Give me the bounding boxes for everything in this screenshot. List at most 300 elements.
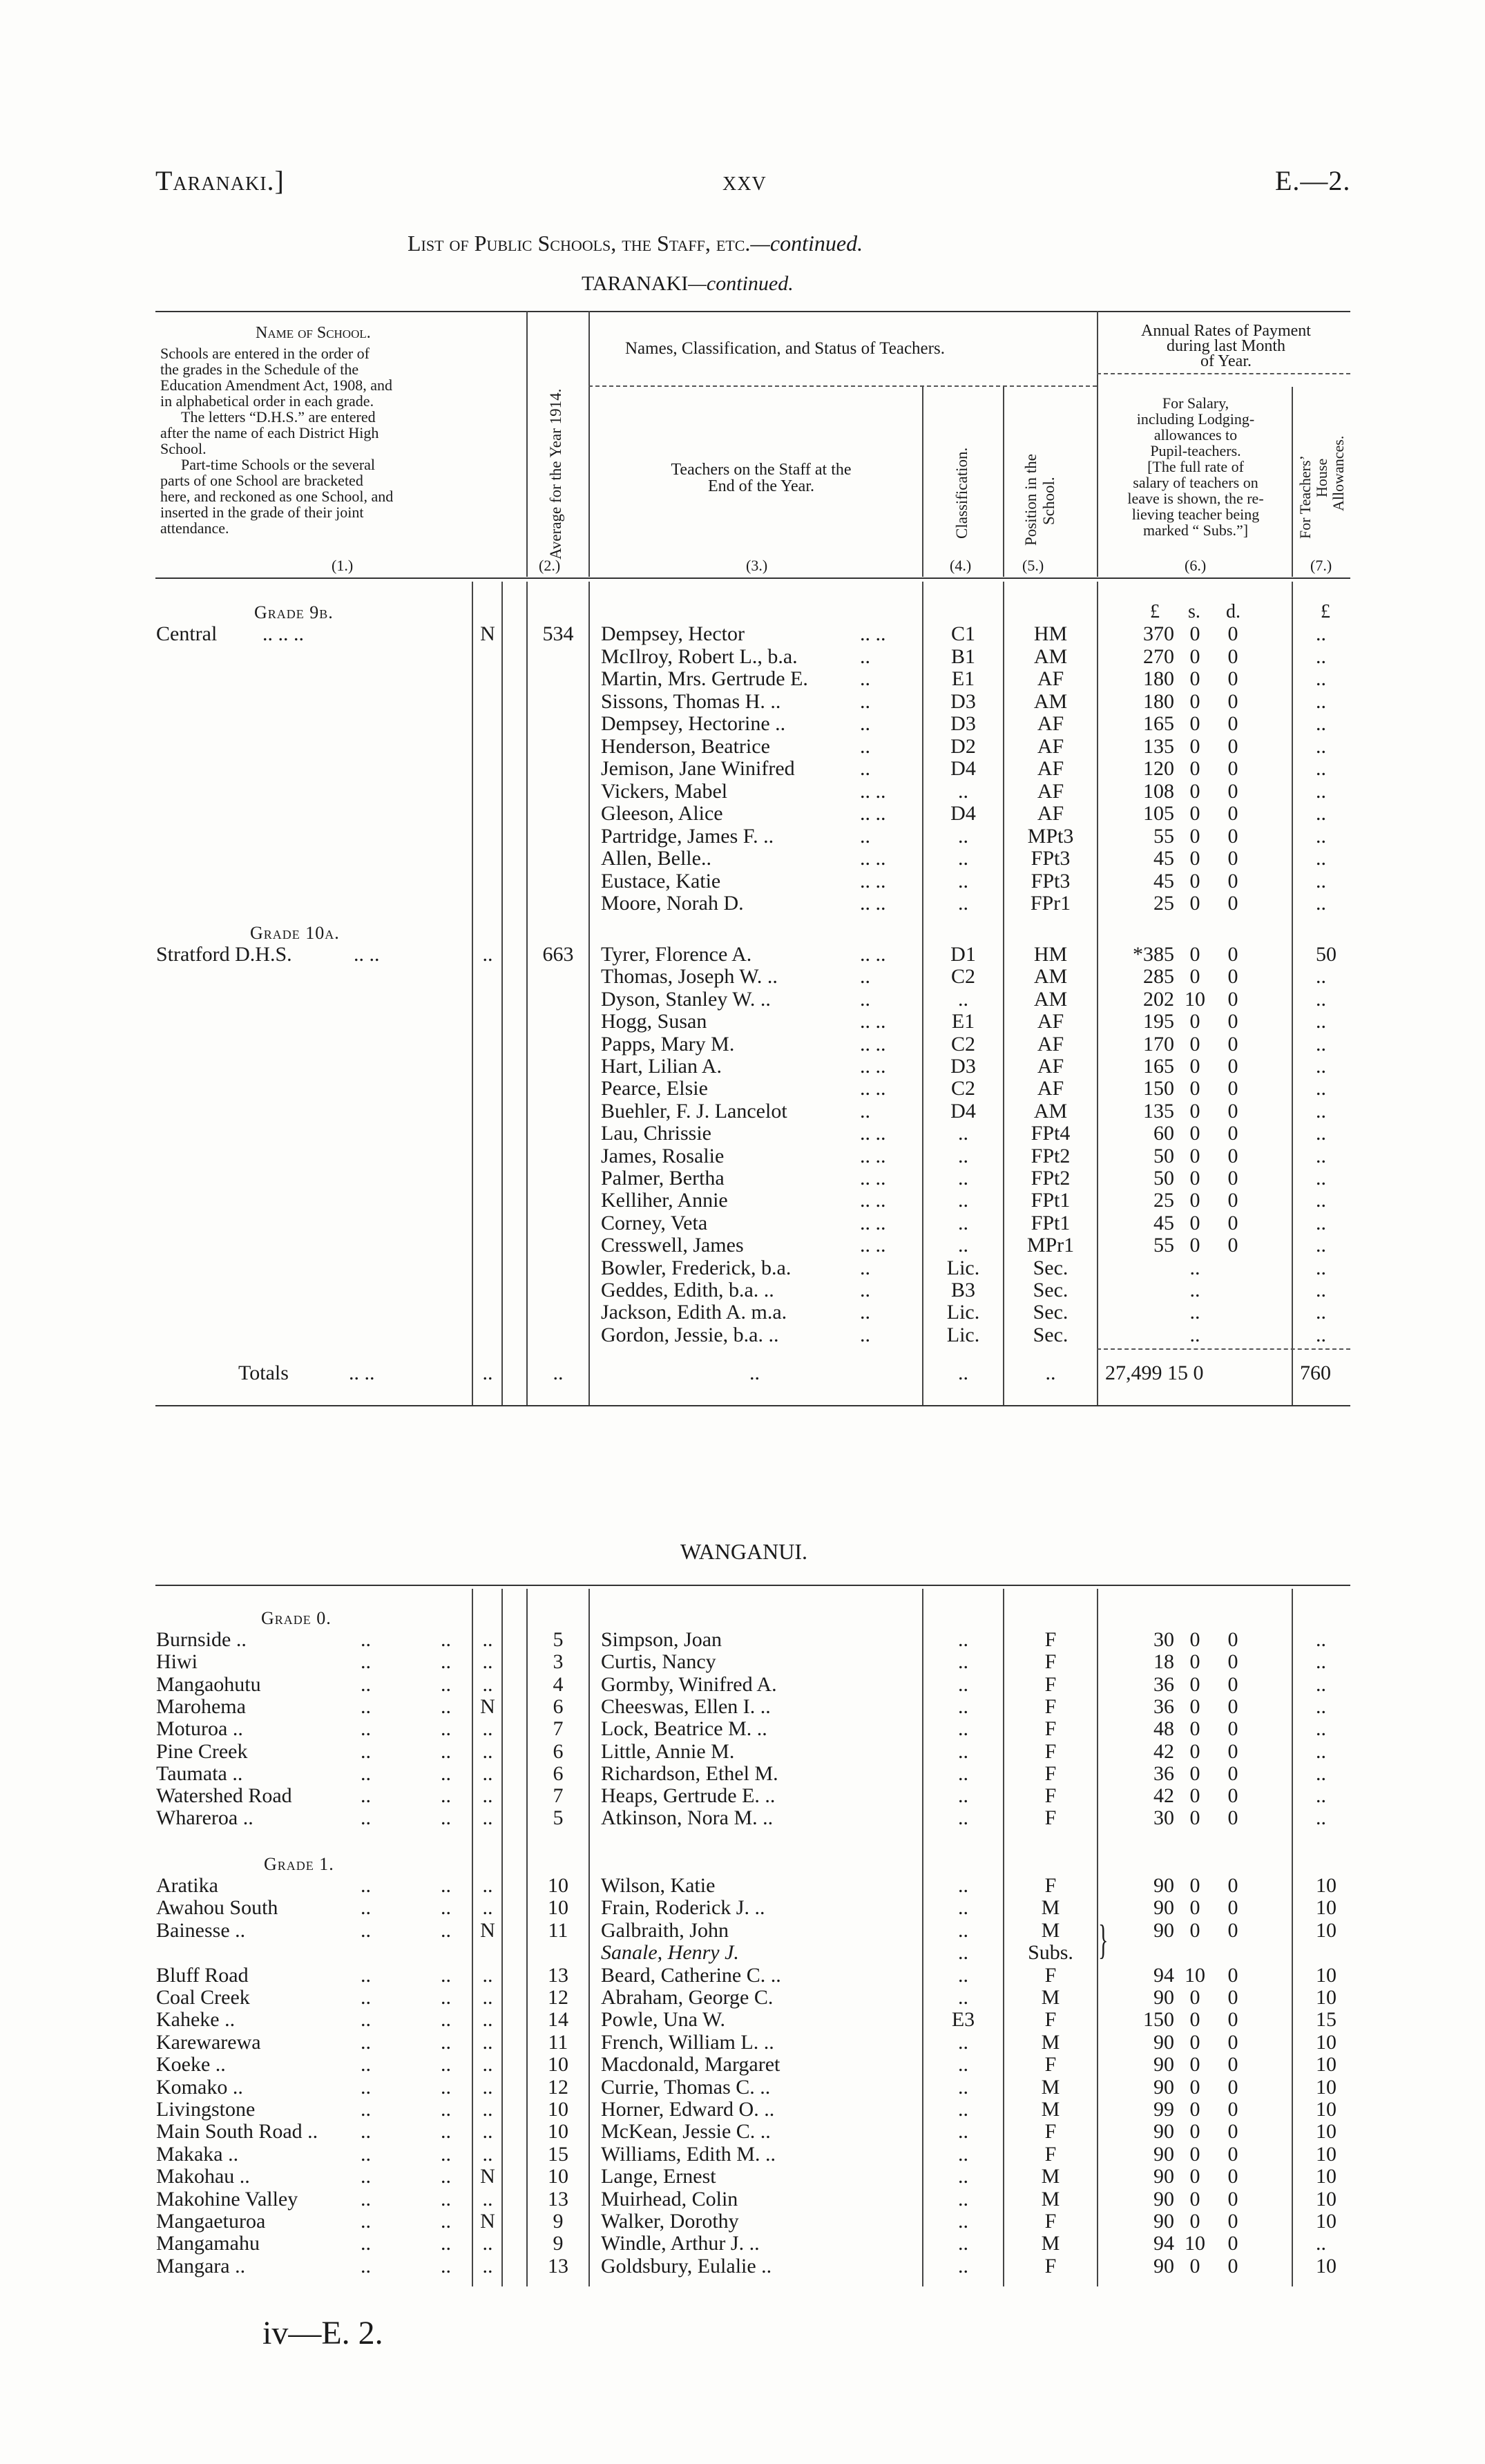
salary-pounds: 36 <box>1153 1672 1174 1696</box>
col1-desc-line: attendance. <box>160 519 229 537</box>
leader-dots: .. <box>361 1717 371 1741</box>
position: FPt3 <box>1031 869 1071 892</box>
col1-desc-line: here, and reckoned as one School, and <box>160 488 394 505</box>
salary-pounds: *385 <box>1133 943 1174 966</box>
leader-dots: .. <box>361 2210 371 2233</box>
school-row <box>0 1629 1485 1651</box>
staff-row <box>0 1190 1485 1212</box>
teacher-name: Geddes, Edith, b.a. .. <box>601 1279 774 1301</box>
school-mark: .. <box>482 2142 493 2166</box>
col-divider-4 <box>922 387 923 577</box>
grade-heading: Grade 9b. <box>254 602 334 622</box>
staff-row <box>0 1301 1485 1324</box>
salary-pounds: 90 <box>1153 1918 1174 1942</box>
salary-shillings: 0 <box>1189 1896 1200 1920</box>
leader-dots: .. .. <box>860 1010 886 1033</box>
average-attendance: 11 <box>548 2030 568 2054</box>
teacher-name: Goldsbury, Eulalie .. <box>601 2254 772 2277</box>
salary-pence: 0 <box>1227 2232 1238 2255</box>
salary-pounds: 45 <box>1153 847 1174 870</box>
wanganui-top-rule <box>155 1585 1350 1586</box>
salary-pence: 0 <box>1227 1234 1238 1257</box>
staff-row <box>0 668 1485 690</box>
col-number-4: (4.) <box>950 557 972 574</box>
classification: .. <box>958 1784 968 1808</box>
school-name: Mangaeturoa <box>156 2210 266 2233</box>
page-title-suffix: —continued. <box>750 231 863 256</box>
totals-rule <box>1097 1348 1350 1350</box>
leader-dots: .. <box>361 2075 371 2099</box>
salary-shillings: 0 <box>1189 1717 1200 1741</box>
house-allowance: .. <box>1316 1784 1326 1808</box>
house-allowance: 10 <box>1316 1874 1336 1897</box>
salary-pence: 0 <box>1227 2030 1238 2054</box>
salary-pence: 0 <box>1227 1167 1238 1190</box>
teacher-name: James, Rosalie <box>601 1144 725 1167</box>
position: FPt4 <box>1031 1122 1071 1145</box>
leader-dots: .. <box>860 1099 870 1123</box>
school-row <box>0 2009 1485 2031</box>
school-name: Makaka .. <box>156 2142 239 2166</box>
salary-pounds: 30 <box>1153 1628 1174 1651</box>
position: AF <box>1037 757 1064 780</box>
classification: D4 <box>950 757 976 780</box>
classification: .. <box>958 2098 968 2121</box>
leader-dots: .. <box>361 2254 371 2277</box>
school-mark: .. <box>482 2053 493 2076</box>
school-name: Awahou South <box>156 1896 278 1920</box>
salary-pence: 0 <box>1227 1986 1238 2009</box>
salary-pounds: 99 <box>1153 2098 1174 2121</box>
salary-pence: 0 <box>1227 869 1238 892</box>
teacher-name: Williams, Edith M. .. <box>601 2142 776 2166</box>
classification: .. <box>958 2187 968 2210</box>
average-attendance: 3 <box>553 1650 564 1674</box>
school-row <box>0 2099 1485 2121</box>
house-allowance: 10 <box>1316 2075 1336 2099</box>
school-mark: .. <box>482 1739 493 1763</box>
house-allowance: .. <box>1316 1279 1326 1301</box>
col6-heading-line: lieving teacher being <box>1131 506 1260 523</box>
salary-pence: 0 <box>1227 1650 1238 1674</box>
salary-shillings: 0 <box>1189 712 1200 735</box>
house-allowance: .. <box>1316 965 1326 989</box>
salary-pence: 0 <box>1227 1717 1238 1741</box>
school-mark: .. <box>482 1963 493 1987</box>
col-number-2: (2.) <box>539 557 561 574</box>
school-row <box>0 1807 1485 1829</box>
position: F <box>1044 2254 1057 2277</box>
salary-pounds: 180 <box>1143 667 1174 690</box>
salary-pounds: 48 <box>1153 1717 1174 1741</box>
col-number-3: (3.) <box>746 557 768 574</box>
teacher-name: Beard, Catherine C. .. <box>601 1963 781 1987</box>
teacher-name: Windle, Arthur J. .. <box>601 2232 760 2255</box>
leader-dots: .. .. <box>860 847 886 870</box>
leader-dots: .. <box>441 2232 451 2255</box>
col5-heading <box>1022 454 1058 546</box>
leader-dots: .. <box>860 965 870 989</box>
classification: .. <box>958 1189 968 1212</box>
school-mark: .. <box>482 2098 493 2121</box>
salary-shillings: 10 <box>1185 2232 1205 2255</box>
totals-row <box>0 1362 1485 1384</box>
leader-dots: .. <box>441 2142 451 2166</box>
school-row <box>0 1696 1485 1718</box>
house-allowance: .. <box>1316 1256 1326 1279</box>
salary-shillings: 0 <box>1189 1874 1200 1897</box>
teacher-name: McKean, Jessie C. .. <box>601 2120 771 2143</box>
school-mark: .. <box>482 1628 493 1651</box>
salary-pounds: 120 <box>1143 757 1174 780</box>
salary-shillings: 0 <box>1189 1099 1200 1123</box>
classification: .. <box>958 2030 968 2054</box>
col3-heading-line: Teachers on the Staff at the <box>671 461 852 479</box>
house-allowance: .. <box>1316 892 1326 915</box>
pound-symbol: £ <box>1150 601 1160 622</box>
salary-shillings: 0 <box>1189 943 1200 966</box>
school-row <box>0 1965 1485 1987</box>
classification: .. <box>958 1650 968 1674</box>
salary-pounds: 30 <box>1153 1806 1174 1830</box>
classification: .. <box>958 1941 968 1965</box>
salary-pounds: 195 <box>1143 1010 1174 1033</box>
house-allowance: 10 <box>1316 2187 1336 2210</box>
staff-row <box>0 1145 1485 1167</box>
school-name: Hiwi <box>156 1650 198 1674</box>
col5-heading-line: School. <box>1040 477 1057 525</box>
school-mark: .. <box>482 1986 493 2009</box>
col6-heading-line: marked “ Subs.”] <box>1142 522 1249 539</box>
school-row <box>0 1763 1485 1785</box>
salary-pence: 0 <box>1227 667 1238 690</box>
region-wanganui: WANGANUI. <box>680 1539 807 1564</box>
staff-row <box>0 758 1485 780</box>
region-taranaki: TARANAKI <box>582 272 689 295</box>
salary-pounds: 25 <box>1153 892 1174 915</box>
leader-dots: .. <box>441 1896 451 1920</box>
grade-heading: Grade 10a. <box>250 923 340 943</box>
teacher-name: Macdonald, Margaret <box>601 2053 780 2076</box>
classification: .. <box>958 2254 968 2277</box>
salary-shillings: 0 <box>1189 1122 1200 1145</box>
position: M <box>1041 2030 1060 2054</box>
leader-dots: .. <box>361 1874 371 1897</box>
salary-pounds: 25 <box>1153 1189 1174 1212</box>
col6-heading-line: salary of teachers on <box>1133 474 1258 491</box>
col3-heading <box>616 461 906 495</box>
salary-shillings: 0 <box>1189 1650 1200 1674</box>
average-attendance: 9 <box>553 2232 564 2255</box>
classification: .. <box>958 869 968 892</box>
house-allowance: .. <box>1316 734 1326 758</box>
salary-pence: 0 <box>1227 2098 1238 2121</box>
salary-pence: 0 <box>1227 2075 1238 2099</box>
salary-pence: 0 <box>1227 644 1238 668</box>
position: Sec. <box>1033 1301 1069 1324</box>
salary-pounds: 165 <box>1143 1055 1174 1078</box>
annual-rates-heading <box>1102 323 1350 369</box>
classification: .. <box>958 1918 968 1942</box>
average-attendance: 10 <box>548 1874 568 1897</box>
leader-dots: .. <box>361 2120 371 2143</box>
teacher-name: Lock, Beatrice M. .. <box>601 1717 767 1741</box>
classification: .. <box>958 2075 968 2099</box>
salary-pounds: 18 <box>1153 1650 1174 1674</box>
leader-dots: .. <box>361 1739 371 1763</box>
position: AF <box>1037 1055 1064 1078</box>
teacher-name: Henderson, Beatrice <box>601 734 770 758</box>
average-attendance: 7 <box>553 1784 564 1808</box>
school-mark: .. <box>482 2008 493 2032</box>
staff-row <box>0 1056 1485 1078</box>
salary-shillings: 0 <box>1189 1784 1200 1808</box>
position: M <box>1041 2232 1060 2255</box>
teacher-name: Currie, Thomas C. .. <box>601 2075 771 2099</box>
teacher-name: Corney, Veta <box>601 1211 708 1234</box>
grade-heading: Grade 0. <box>261 1608 332 1628</box>
school-row <box>0 1651 1485 1673</box>
salary-shillings: 0 <box>1189 1189 1200 1212</box>
salary-pence: 0 <box>1227 2142 1238 2166</box>
classification: .. <box>958 2232 968 2255</box>
position: Sec. <box>1033 1323 1069 1346</box>
classification: .. <box>958 1672 968 1696</box>
leader-dots: .. <box>361 2165 371 2188</box>
school-name: Mangara .. <box>156 2254 246 2277</box>
leader-dots: .. <box>860 667 870 690</box>
school-mark: N <box>480 622 495 645</box>
school-mark: .. <box>482 943 493 966</box>
col5-heading-line: Position in the <box>1022 454 1040 546</box>
school-name: Marohema <box>156 1694 246 1718</box>
salary-pounds: 90 <box>1153 2053 1174 2076</box>
salary-pounds: 45 <box>1153 1211 1174 1234</box>
leader-dots: .. <box>361 2098 371 2121</box>
house-allowance: .. <box>1316 1144 1326 1167</box>
col6-heading-line: including Lodging- <box>1136 410 1255 428</box>
staff-row <box>0 1234 1485 1257</box>
salary-shillings: 0 <box>1189 869 1200 892</box>
school-mark: .. <box>482 1362 493 1384</box>
salary-pence: 0 <box>1227 734 1238 758</box>
average-attendance: 6 <box>553 1694 564 1718</box>
classification: .. <box>958 1211 968 1234</box>
teacher-name: Galbraith, John <box>601 1918 729 1942</box>
position: M <box>1041 1986 1060 2009</box>
salary-pence: 0 <box>1227 712 1238 735</box>
classification: C2 <box>950 965 975 989</box>
position: AM <box>1033 987 1068 1011</box>
salary-pounds: 108 <box>1143 779 1174 803</box>
school-row <box>0 1942 1485 1964</box>
salary-shillings: 0 <box>1189 622 1200 645</box>
teacher-name: Sanale, Henry J. <box>601 1941 739 1965</box>
teacher-name: Walker, Dorothy <box>601 2210 739 2233</box>
salary-pence: 0 <box>1227 1918 1238 1942</box>
col6-heading-line: allowances to <box>1153 426 1238 443</box>
pound-symbol-house: £ <box>1321 601 1330 622</box>
leader-dots: .. <box>441 2187 451 2210</box>
house-allowance: .. <box>1316 1628 1326 1651</box>
teacher-name: Jemison, Jane Winifred <box>601 757 795 780</box>
salary-pence: 0 <box>1227 757 1238 780</box>
school-row <box>0 2210 1485 2233</box>
staff-row <box>0 966 1485 988</box>
position: F <box>1044 1963 1057 1987</box>
classification: .. <box>958 2165 968 2188</box>
teacher-name: Atkinson, Nora M. .. <box>601 1806 774 1830</box>
teacher-name: Richardson, Ethel M. <box>601 1761 778 1785</box>
staff-row <box>0 803 1485 825</box>
leader-dots: .. <box>860 757 870 780</box>
house-allowance: .. <box>1316 847 1326 870</box>
leader-dots: .. <box>361 1694 371 1718</box>
salary-pence: 0 <box>1227 1694 1238 1718</box>
staff-row <box>0 1078 1485 1100</box>
salary-shillings: 0 <box>1189 2187 1200 2210</box>
leader-dots: .. <box>441 1761 451 1785</box>
salary-pence: 0 <box>1227 1099 1238 1123</box>
position: AF <box>1037 667 1064 690</box>
leader-dots: .. <box>441 1717 451 1741</box>
staff-row <box>0 825 1485 848</box>
leader-dots: .. <box>441 2030 451 2054</box>
house-allowance: 10 <box>1316 2210 1336 2233</box>
house-allowance: 10 <box>1316 1963 1336 1987</box>
school-name: Kaheke .. <box>156 2008 236 2032</box>
leader-dots: .. <box>441 2075 451 2099</box>
salary-shillings: 0 <box>1189 2075 1200 2099</box>
school-mark: .. <box>482 1717 493 1741</box>
annual-heading-line: of Year. <box>1200 352 1252 370</box>
salary-pounds: 285 <box>1143 965 1174 989</box>
classification: D4 <box>950 802 976 825</box>
col6-heading <box>1100 395 1292 538</box>
house-allowance: 15 <box>1316 2008 1336 2032</box>
classification: Lic. <box>946 1256 980 1279</box>
salary-shillings: 0 <box>1189 1211 1200 1234</box>
position: FPt2 <box>1031 1144 1071 1167</box>
col1-desc-line: Schools are entered in the order of <box>160 345 370 362</box>
school-mark: N <box>480 2165 495 2188</box>
classification: .. <box>958 1874 968 1897</box>
staff-row <box>0 848 1485 870</box>
classification: E3 <box>951 2008 975 2032</box>
leader-dots: .. <box>441 1650 451 1674</box>
teacher-name: Cheeswas, Ellen I. .. <box>601 1694 771 1718</box>
position: M <box>1041 2098 1060 2121</box>
house-allowance: 10 <box>1316 2030 1336 2054</box>
salary-pounds: 150 <box>1143 2008 1174 2032</box>
school-row <box>0 2255 1485 2277</box>
house-allowance: .. <box>1316 1672 1326 1696</box>
average-attendance: .. <box>553 1362 564 1384</box>
staff-row <box>0 1011 1485 1033</box>
classification: E1 <box>951 667 975 690</box>
position: M <box>1041 2075 1060 2099</box>
leader-dots: .. <box>361 2232 371 2255</box>
leader-dots: .. .. <box>860 1144 886 1167</box>
staff-row <box>0 1100 1485 1123</box>
school-row <box>0 2054 1485 2076</box>
position: F <box>1044 1874 1057 1897</box>
staff-row <box>0 646 1485 668</box>
position: AF <box>1037 1010 1064 1033</box>
position: MPr1 <box>1026 1234 1075 1257</box>
salary-pounds: 150 <box>1143 1077 1174 1100</box>
leader-dots: .. .. <box>349 1362 375 1384</box>
teacher-name: Dempsey, Hector <box>601 622 745 645</box>
position: HM <box>1033 622 1068 645</box>
house-allowance: .. <box>1316 689 1326 713</box>
salary-pounds: 202 <box>1143 987 1174 1011</box>
leader-dots: .. .. <box>860 1234 886 1257</box>
teacher-name: Moore, Norah D. <box>601 892 744 915</box>
salary-shillings: 0 <box>1189 2030 1200 2054</box>
salary-shillings: .. <box>1189 1256 1200 1279</box>
school-row <box>0 2233 1485 2255</box>
classification: .. <box>958 1234 968 1257</box>
salary-shillings: 0 <box>1189 757 1200 780</box>
page-subtitle <box>582 272 794 296</box>
header-right: E.—2. <box>1275 165 1351 196</box>
salary-shillings: 0 <box>1189 1986 1200 2009</box>
classification: C2 <box>950 1077 975 1100</box>
salary-shillings: 0 <box>1189 2120 1200 2143</box>
salary-pounds: 165 <box>1143 712 1174 735</box>
house-allowance: .. <box>1316 1739 1326 1763</box>
col-divider-6 <box>1292 387 1293 577</box>
position: FPt1 <box>1031 1211 1071 1234</box>
classification: .. <box>958 2053 968 2076</box>
staff-row <box>0 691 1485 713</box>
salary-shillings: 10 <box>1185 1963 1205 1987</box>
classification: .. <box>958 1628 968 1651</box>
leader-dots: .. .. <box>354 943 380 966</box>
school-name: Mangamahu <box>156 2232 260 2255</box>
position: M <box>1041 1896 1060 1920</box>
staff-row <box>0 989 1485 1011</box>
salary-pence: 0 <box>1227 1672 1238 1696</box>
school-name: Komako .. <box>156 2075 243 2099</box>
salary-pounds: 90 <box>1153 2254 1174 2277</box>
teacher-name: Hart, Lilian A. <box>601 1055 722 1078</box>
pence-symbol: d. <box>1226 601 1240 622</box>
teacher-name: Sissons, Thomas H. .. <box>601 689 781 713</box>
salary-shillings: 0 <box>1189 1032 1200 1056</box>
school-mark: .. <box>482 2254 493 2277</box>
teacher-name: Curtis, Nancy <box>601 1650 716 1674</box>
leader-dots: .. .. <box>860 943 886 966</box>
average-attendance: 12 <box>548 1986 568 2009</box>
salary-pence: 0 <box>1227 965 1238 989</box>
salary-shillings: 0 <box>1189 892 1200 915</box>
leader-dots: .. <box>361 1896 371 1920</box>
school-name: Bainesse .. <box>156 1918 246 1942</box>
school-row <box>0 1741 1485 1763</box>
classification: E1 <box>951 1010 975 1033</box>
classification: .. <box>958 892 968 915</box>
school-mark: N <box>480 1918 495 1942</box>
salary-pence: 0 <box>1227 1211 1238 1234</box>
teacher-name: Partridge, James F. .. <box>601 824 774 848</box>
col6-heading-line: For Salary, <box>1162 394 1229 412</box>
salary-pounds: 180 <box>1143 689 1174 713</box>
school-mark: N <box>480 1694 495 1718</box>
teacher-name: Jackson, Edith A. m.a. <box>601 1301 787 1324</box>
classification: D3 <box>950 712 976 735</box>
